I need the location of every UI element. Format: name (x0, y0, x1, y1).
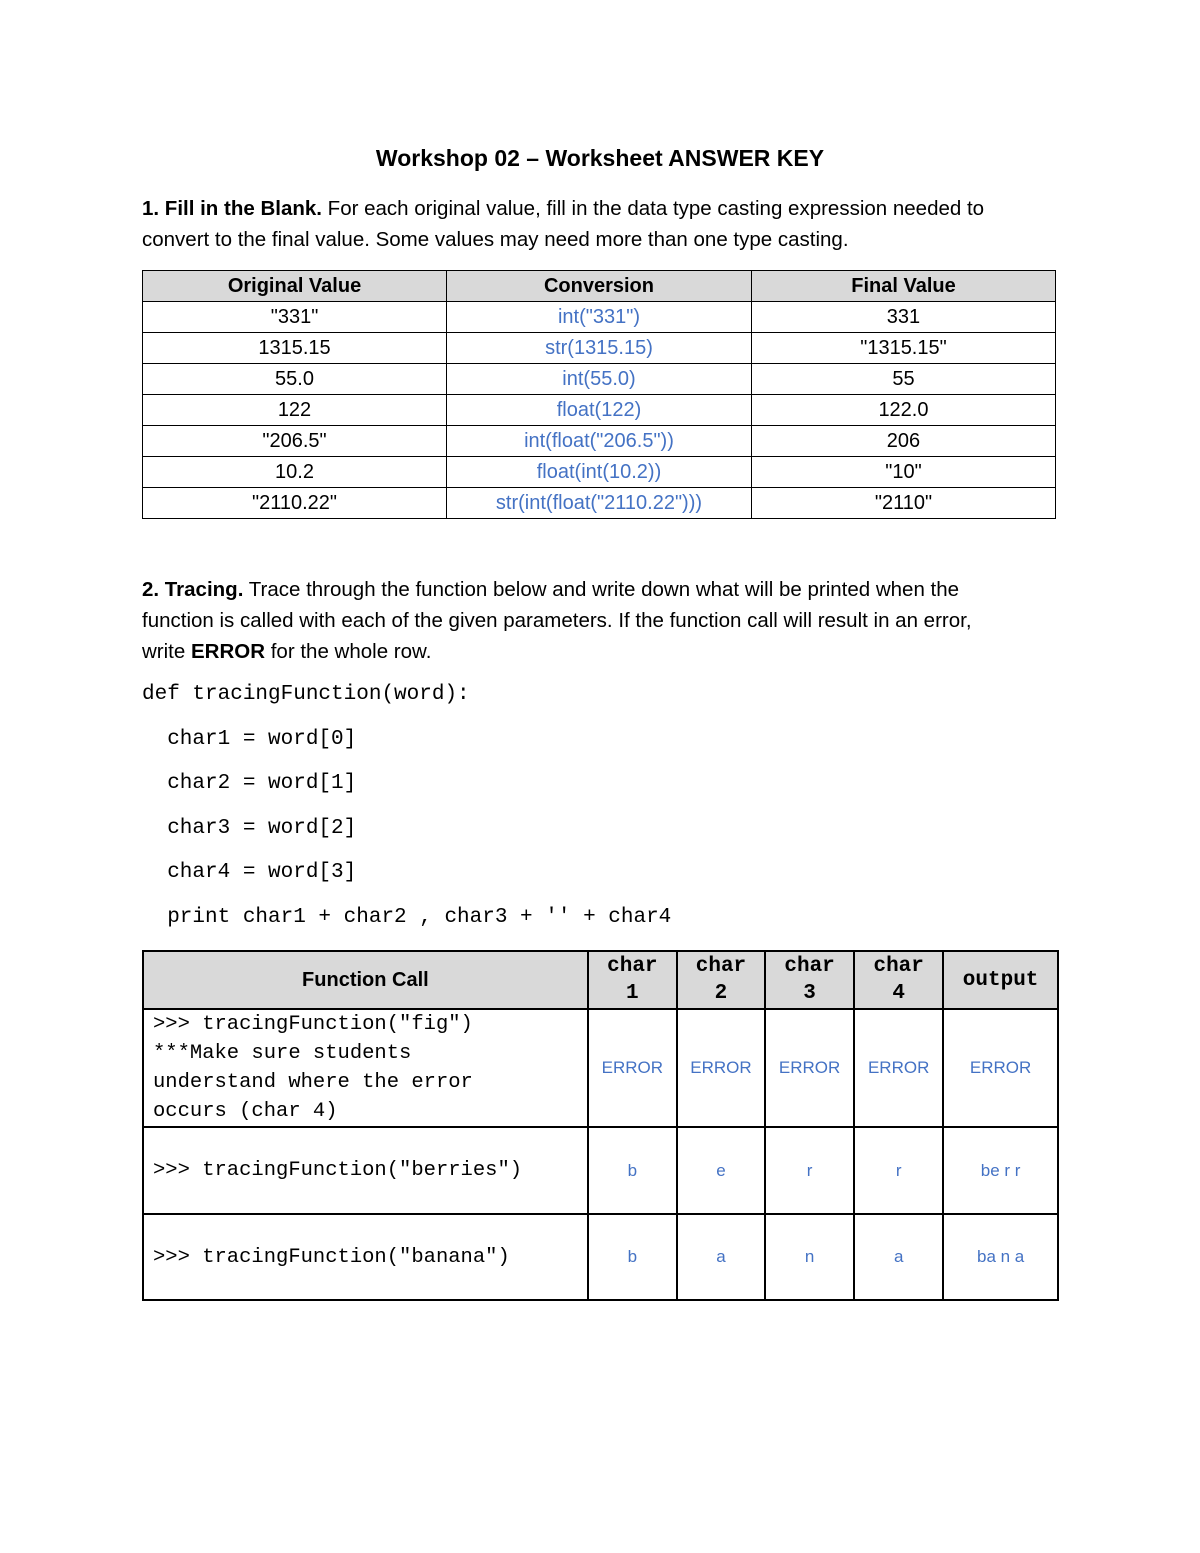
header-char2: char 2 (677, 951, 765, 1009)
section2-line3-bold: ERROR (190, 640, 266, 663)
output-cell: ERROR (943, 1009, 1058, 1127)
table-row (143, 426, 1056, 457)
char4-cell: r (854, 1127, 943, 1214)
header-char4: char 4 (854, 951, 943, 1009)
char1-cell: b (588, 1127, 677, 1214)
tracing-table-header (143, 951, 1058, 1009)
table-row (143, 395, 1056, 426)
code-line-char2: char2 = word[1] (142, 772, 357, 795)
char4-cell: a (854, 1214, 943, 1300)
original-value-cell: "2110.22" (143, 488, 447, 519)
char2-cell: e (677, 1127, 765, 1214)
char2-cell: ERROR (677, 1009, 765, 1127)
function-call-cell: >>> tracingFunction("fig") ***Make sure students understand where the error occurs (char 4) (143, 1009, 588, 1127)
output-cell: ba n a (943, 1214, 1058, 1300)
conversion-cell: str(1315.15) (447, 333, 752, 364)
function-call-cell: >>> tracingFunction("berries") (143, 1127, 588, 1214)
conversion-table-header (143, 271, 1056, 302)
original-value-cell: "206.5" (143, 426, 447, 457)
table-row (143, 364, 1056, 395)
page-title: Workshop 02 – Worksheet ANSWER KEY (375, 145, 825, 171)
function-call-cell: >>> tracingFunction("banana") (143, 1214, 588, 1300)
char1-cell: b (588, 1214, 677, 1300)
section2-label: 2. Tracing. (142, 578, 244, 601)
char4-cell: ERROR (854, 1009, 943, 1127)
conversion-table (142, 270, 1056, 519)
char3-cell: ERROR (765, 1009, 854, 1127)
conversion-cell: float(122) (447, 395, 752, 426)
conversion-cell: float(int(10.2)) (447, 457, 752, 488)
section1-label: 1. Fill in the Blank. (142, 197, 322, 220)
original-value-cell: "331" (143, 302, 447, 333)
header-char3: char 3 (765, 951, 854, 1009)
final-value-cell: 331 (751, 302, 1055, 333)
final-value-cell: 55 (751, 364, 1055, 395)
table-row (143, 1214, 1058, 1300)
table-row (143, 488, 1056, 519)
char2-cell: a (677, 1214, 765, 1300)
section1-text-line1: For each original value, fill in the data type casting expression needed to (321, 197, 985, 220)
table-row (143, 457, 1056, 488)
table-row (143, 333, 1056, 364)
char1-cell: ERROR (588, 1009, 677, 1127)
header-final-value: Final Value (751, 271, 1055, 302)
section2-instructions (142, 574, 1062, 667)
final-value-cell: "2110" (751, 488, 1055, 519)
char3-cell: n (765, 1214, 854, 1300)
section2-line3-post: for the whole row. (265, 640, 432, 663)
final-value-cell: 122.0 (751, 395, 1055, 426)
conversion-cell: int(55.0) (447, 364, 752, 395)
section1-text-line2: convert to the final value. Some values may need more than one type casting. (142, 228, 849, 251)
final-value-cell: "1315.15" (751, 333, 1055, 364)
code-line-char4: char4 = word[3] (142, 861, 357, 884)
section2-line3-pre: write (142, 640, 191, 663)
section2-line1: Trace through the function below and write down what will be printed when the (243, 578, 960, 601)
final-value-cell: 206 (751, 426, 1055, 457)
table-row (143, 1009, 1058, 1127)
original-value-cell: 122 (143, 395, 447, 426)
table-row (143, 1127, 1058, 1214)
original-value-cell: 10.2 (143, 457, 447, 488)
code-line-def: def tracingFunction(word): (142, 683, 470, 706)
conversion-cell: int("331") (447, 302, 752, 333)
final-value-cell: "10" (751, 457, 1055, 488)
output-cell: be r r (943, 1127, 1058, 1214)
header-function-call: Function Call (143, 951, 588, 1009)
code-line-char3: char3 = word[2] (142, 817, 357, 840)
original-value-cell: 1315.15 (143, 333, 447, 364)
code-line-char1: char1 = word[0] (142, 728, 357, 751)
char3-cell: r (765, 1127, 854, 1214)
header-conversion: Conversion (447, 271, 752, 302)
conversion-cell: str(int(float("2110.22"))) (447, 488, 752, 519)
header-char1: char 1 (588, 951, 677, 1009)
section2-line2: function is called with each of the given parameters. If the function call will result in an error, (142, 609, 972, 632)
table-row (143, 302, 1056, 333)
header-output: output (943, 951, 1058, 1009)
original-value-cell: 55.0 (143, 364, 447, 395)
header-original-value: Original Value (143, 271, 447, 302)
section1-instructions (142, 193, 1062, 255)
conversion-cell: int(float("206.5")) (447, 426, 752, 457)
code-line-print: print char1 + char2 , char3 + '' + char4 (142, 906, 672, 929)
tracing-table (142, 950, 1059, 1301)
